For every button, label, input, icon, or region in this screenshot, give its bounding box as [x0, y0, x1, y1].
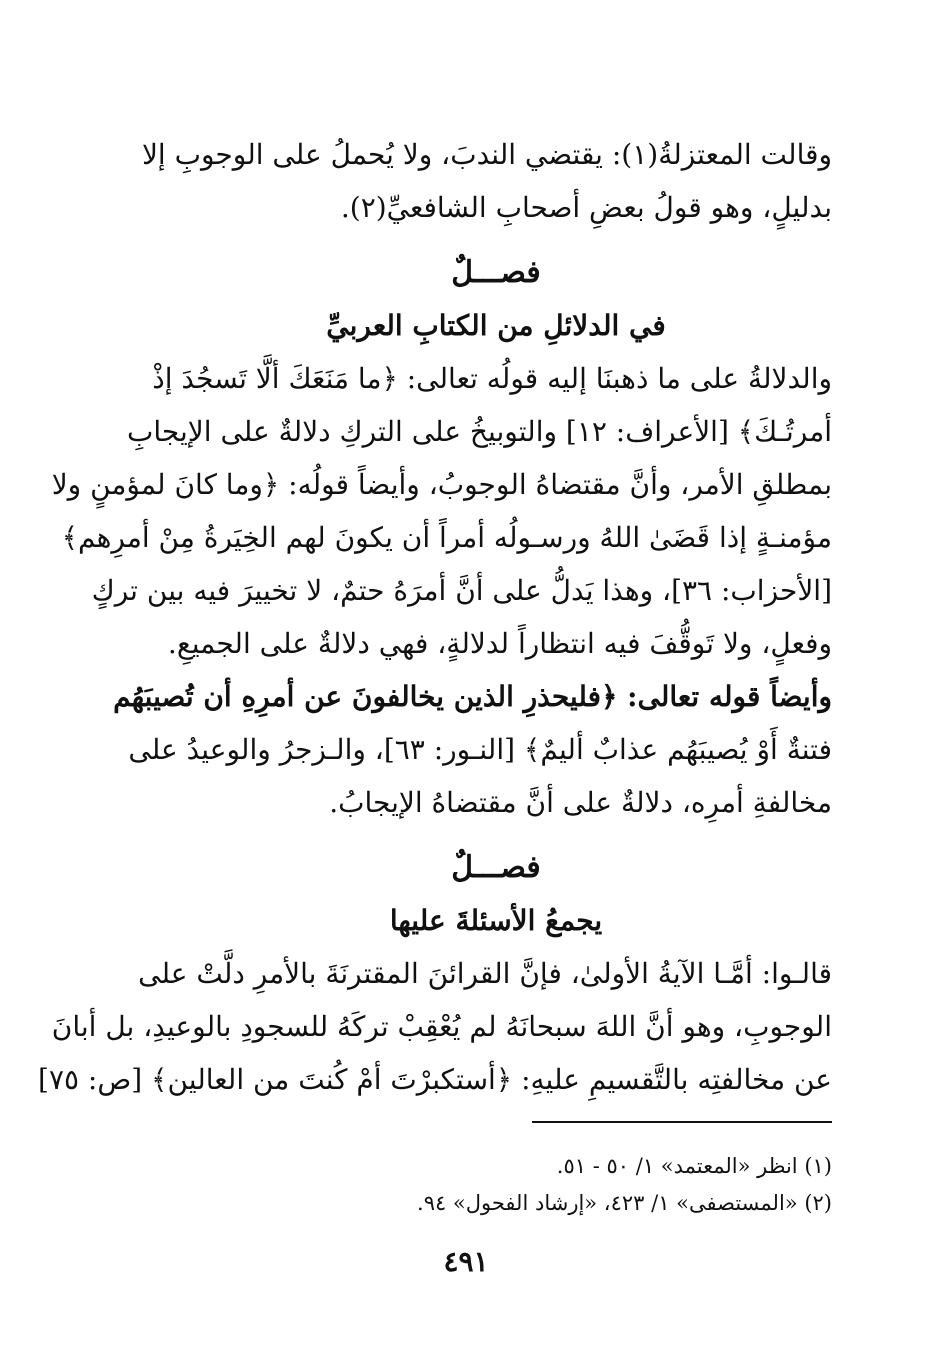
footnote: (١) انظر «المعتمد» ١/ ٥٠ - ٥١. [556, 1154, 832, 1178]
text-line: وفعلٍ، ولا تَوقُّفَ فيه انتظاراً لدلالةٍ، فهي دلالةٌ على الجميعِ. [167, 627, 832, 660]
text-line: مخالفةِ أمرِه، دلالةٌ على أنَّ مقتضاهُ الإيجابُ. [329, 786, 832, 819]
text-line: مؤمنـةٍ إذا قَضَىٰ اللهُ ورسـولُه أمراً أن يكونَ لهم الخِيَرةُ مِنْ أمرِهم﴾ [61, 521, 832, 554]
footnote: (٢) «المستصفى» ١/ ٤٢٣، «إرشاد الفحول» ٩٤. [417, 1191, 832, 1215]
section-subheading: في الدلائلِ من الكتابِ العربيِّ [326, 309, 666, 342]
text-line: والدلالةُ على ما ذهبنَا إليه قولُه تعالى: ﴿ما مَنَعَكَ ألَّا تَسجُدَ إذْ [152, 362, 832, 395]
footnotes [160, 1148, 832, 1222]
text-line: فتنةٌ أَوْ يُصيبَهُم عذابٌ أليمٌ﴾ [النـور: ٦٣]، والـزجرُ والوعيدُ على [128, 733, 832, 766]
footnote-divider [532, 1121, 832, 1123]
text-line: بمطلقِ الأمر، وأنَّ مقتضاهُ الوجوبُ، وأيضاً قولُه: ﴿وما كانَ لمؤمنٍ ولا [51, 468, 832, 501]
text-line: أمرتُـكَ﴾ [الأعراف: ١٢] والتوبيخُ على التركِ دلالةٌ على الإيجابِ [127, 415, 832, 448]
page-body [38, 128, 832, 1106]
section-heading: فصـــلٌ [451, 255, 541, 290]
text-line: بدليلٍ، وهو قولُ بعضِ أصحابِ الشافعيِّ(٢). [340, 191, 832, 224]
text-line: عن مخالفتِه بالتَّقسيمِ عليهِ: ﴿أستكبرْتَ أمْ كُنتَ من العالين﴾ [ص: ٧٥] [38, 1063, 832, 1096]
section-subheading: يجمعُ الأسئلةَ عليها [389, 904, 603, 937]
text-line: الوجوبِ، وهو أنَّ اللهَ سبحانَهُ لم يُعْقِبْ تركَهُ للسجودِ بالوعيدِ، بل أبانَ [51, 1010, 832, 1043]
text-line: وأيضاً قوله تعالى: ﴿فليحذرِ الذين يخالفونَ عن أمرِهِ أن تُصيبَهُم [113, 680, 832, 713]
text-line: قالـوا: أمَّـا الآيةُ الأولىٰ، فإنَّ القرائنَ المقترنَةَ بالأمرِ دلَّتْ على [138, 957, 832, 990]
text-line: وقالت المعتزلةُ(١): يقتضي الندبَ، ولا يُحملُ على الوجوبِ إلا [141, 138, 832, 171]
text-line: [الأحزاب: ٣٦]، وهذا يَدلُّ على أنَّ أمرَهُ حتمٌ، لا تخييرَ فيه بين تركٍ [91, 574, 832, 607]
page-number: ٤٩١ [443, 1245, 489, 1278]
section-heading: فصـــلٌ [451, 850, 541, 885]
